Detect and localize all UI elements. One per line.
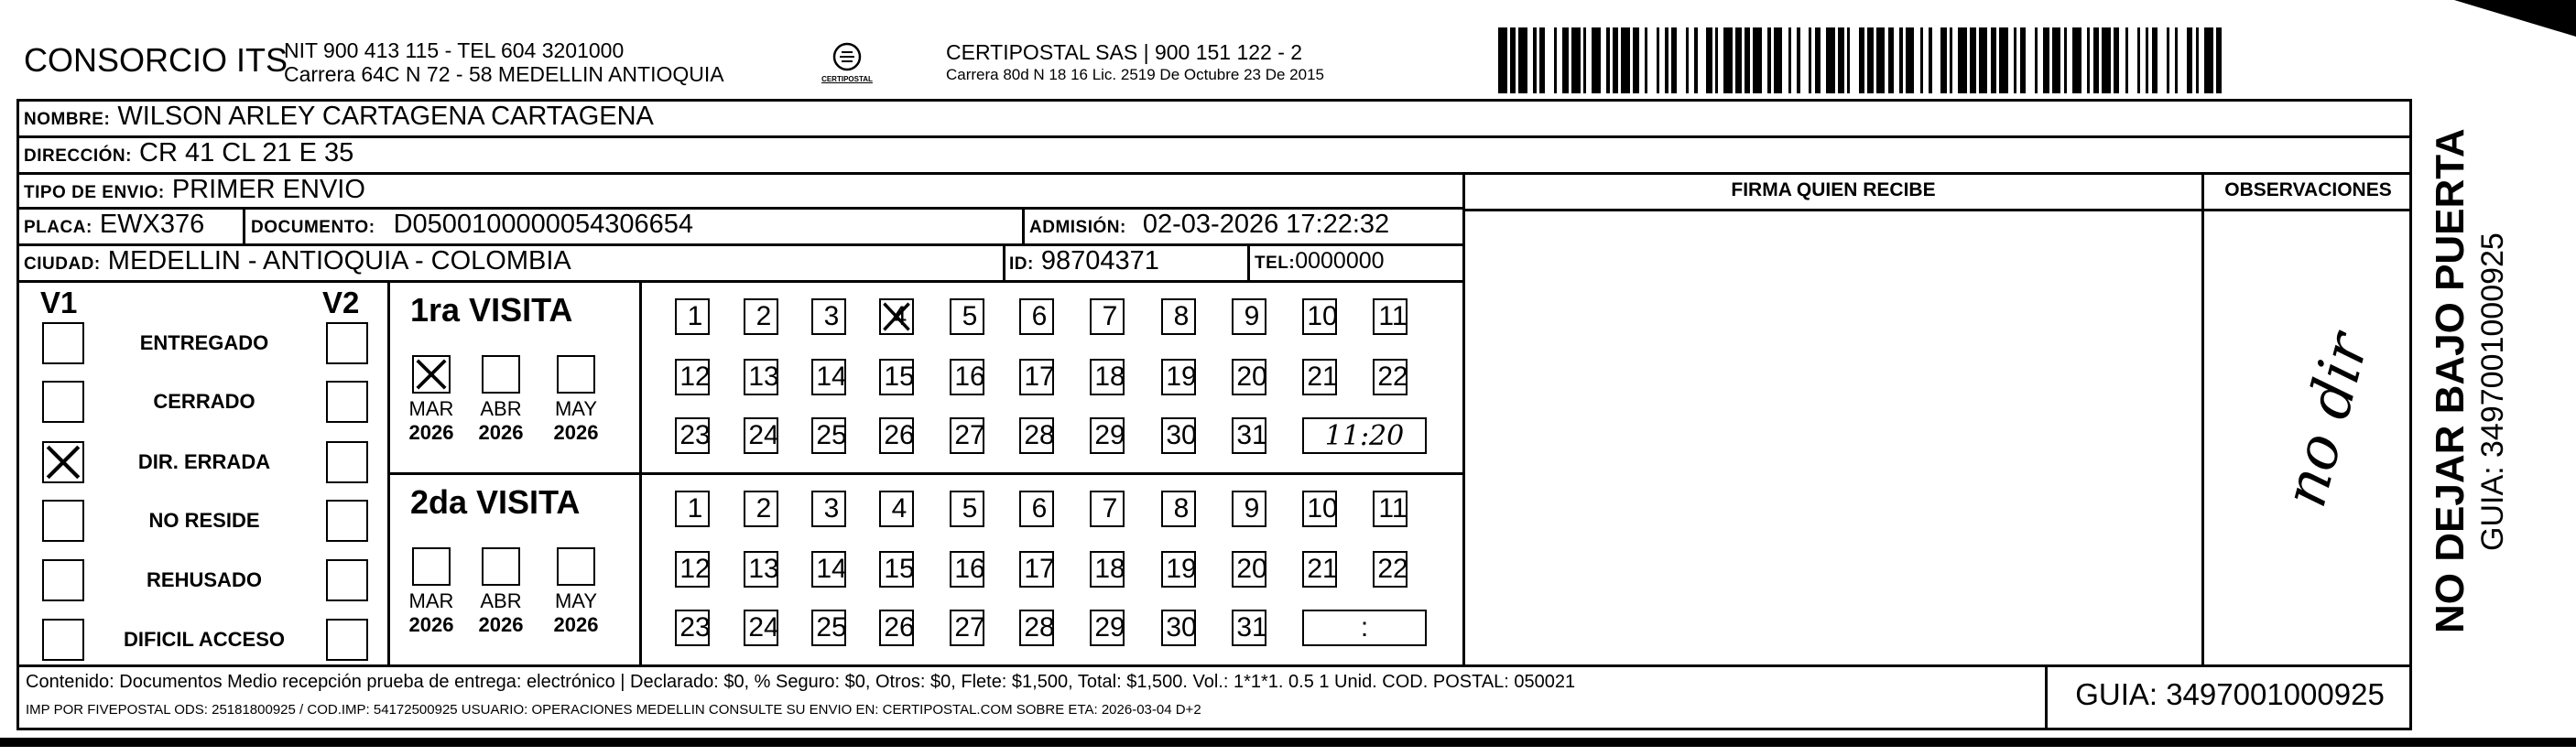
barcode-bar bbox=[1645, 27, 1647, 93]
barcode-bar bbox=[1533, 27, 1536, 93]
barcode-bar bbox=[1774, 27, 1783, 93]
day-checkbox[interactable] bbox=[1161, 551, 1196, 588]
day-number: 2 bbox=[755, 301, 772, 331]
barcode-bar bbox=[1809, 27, 1811, 93]
day-checkbox[interactable] bbox=[879, 610, 914, 646]
barcode-bar bbox=[2072, 27, 2081, 93]
day-number: 22 bbox=[1377, 362, 1408, 392]
placa-value: EWX376 bbox=[99, 210, 205, 239]
barcode-bar bbox=[1940, 27, 1946, 93]
day-number: 24 bbox=[748, 612, 779, 643]
tipo-value: PRIMER ENVIO bbox=[171, 175, 365, 204]
barcode-bar bbox=[2125, 27, 2128, 93]
barcode-bar bbox=[2146, 27, 2148, 93]
barcode-bar bbox=[1671, 27, 1677, 93]
side-guia: GUIA: 3497001000925 bbox=[2475, 232, 2510, 551]
barcode-bar bbox=[1991, 27, 1996, 93]
direccion-value: CR 41 CL 21 E 35 bbox=[139, 138, 354, 167]
status-label: DIFICIL ACCESO bbox=[123, 628, 285, 651]
day-number: 24 bbox=[748, 420, 779, 450]
day-number: 21 bbox=[1307, 554, 1338, 584]
barcode-bar bbox=[1958, 27, 1967, 93]
direccion-row bbox=[24, 138, 353, 168]
barcode-bar bbox=[1979, 27, 1988, 93]
day-checkbox[interactable] bbox=[1019, 417, 1054, 454]
day-checkbox[interactable] bbox=[744, 298, 778, 335]
barcode-bar bbox=[1583, 27, 1586, 93]
day-checkbox[interactable] bbox=[1090, 491, 1125, 527]
id-label: ID: bbox=[1009, 254, 1034, 274]
day-number: 18 bbox=[1094, 554, 1125, 584]
month-checkbox[interactable] bbox=[482, 355, 520, 394]
day-number: 29 bbox=[1094, 612, 1125, 643]
day-number: 23 bbox=[679, 420, 711, 450]
day-number: 1 bbox=[687, 301, 703, 331]
barcode-icon bbox=[1498, 27, 2225, 93]
day-number: 11 bbox=[1378, 493, 1408, 524]
barcode-bar bbox=[1899, 27, 1902, 93]
company-nit: NIT 900 413 115 - TEL 604 3201000 bbox=[284, 38, 625, 62]
time-value: 11:20 bbox=[1324, 419, 1405, 452]
barcode-bar bbox=[1797, 27, 1799, 93]
day-checkbox[interactable] bbox=[1232, 610, 1266, 646]
day-checkbox[interactable] bbox=[879, 417, 914, 454]
day-checkbox[interactable] bbox=[1161, 417, 1196, 454]
documento-row bbox=[251, 210, 693, 240]
v1-checkbox[interactable] bbox=[42, 619, 84, 661]
day-number: 15 bbox=[884, 554, 915, 584]
barcode-bar bbox=[1510, 27, 1516, 93]
day-number: 12 bbox=[679, 362, 711, 392]
barcode-bar bbox=[1606, 27, 1609, 93]
day-checkbox[interactable] bbox=[744, 610, 778, 646]
nombre-row bbox=[24, 102, 654, 132]
barcode-bar bbox=[2167, 27, 2169, 93]
v2-checkbox[interactable] bbox=[326, 441, 368, 483]
day-checkbox[interactable] bbox=[1161, 359, 1196, 395]
day-checkbox[interactable] bbox=[744, 491, 778, 527]
day-checkbox[interactable] bbox=[1232, 491, 1266, 527]
day-number: 10 bbox=[1307, 493, 1338, 524]
tipo-label: TIPO DE ENVIO: bbox=[24, 183, 165, 202]
v2-checkbox[interactable] bbox=[326, 619, 368, 661]
month-label: ABR bbox=[480, 589, 522, 612]
barcode-bar bbox=[2152, 27, 2158, 93]
tel-row bbox=[1255, 248, 1385, 275]
day-number: 22 bbox=[1377, 554, 1408, 584]
nombre-label: NOMBRE: bbox=[24, 110, 111, 129]
ciudad-label: CIUDAD: bbox=[24, 254, 101, 274]
v1-checkbox[interactable] bbox=[42, 559, 84, 601]
barcode-bar bbox=[1715, 27, 1718, 93]
barcode-bar bbox=[1838, 27, 1843, 93]
v1-checkbox[interactable] bbox=[42, 441, 84, 483]
status-label: NO RESIDE bbox=[148, 509, 260, 532]
day-number: 19 bbox=[1166, 554, 1197, 584]
barcode-bar bbox=[1920, 27, 1923, 93]
day-number: 20 bbox=[1236, 554, 1267, 584]
page-edge-icon bbox=[2454, 0, 2576, 55]
day-checkbox[interactable] bbox=[1019, 298, 1054, 335]
day-checkbox[interactable] bbox=[675, 491, 710, 527]
barcode-bar bbox=[1592, 27, 1601, 93]
visit-title: 2da VISITA bbox=[410, 483, 581, 521]
barcode-bar bbox=[2175, 27, 2178, 93]
day-mark-icon bbox=[881, 300, 912, 333]
month-year: 2026 bbox=[478, 421, 524, 444]
day-checkbox[interactable] bbox=[1302, 298, 1337, 335]
v2-header: V2 bbox=[322, 286, 360, 319]
barcode-bar bbox=[1706, 27, 1712, 93]
day-checkbox[interactable] bbox=[950, 298, 984, 335]
day-number: 14 bbox=[816, 554, 847, 584]
time-value: : bbox=[1360, 612, 1369, 643]
barcode-bar bbox=[2114, 27, 2119, 93]
day-number: 7 bbox=[1102, 301, 1118, 331]
barcode-bar bbox=[1518, 27, 1527, 93]
month-label: MAY bbox=[554, 589, 598, 612]
day-number: 30 bbox=[1166, 420, 1197, 450]
day-number: 2 bbox=[755, 493, 772, 524]
day-checkbox[interactable] bbox=[879, 551, 914, 588]
day-checkbox[interactable] bbox=[879, 298, 914, 335]
day-number: 27 bbox=[954, 420, 985, 450]
day-checkbox[interactable] bbox=[675, 551, 710, 588]
admision-label: ADMISIÓN: bbox=[1029, 218, 1126, 237]
day-number: 26 bbox=[884, 420, 915, 450]
barcode-bar bbox=[1999, 27, 2008, 93]
day-checkbox[interactable] bbox=[811, 610, 846, 646]
v1-checkbox[interactable] bbox=[42, 381, 84, 423]
direccion-label: DIRECCIÓN: bbox=[24, 146, 132, 166]
barcode-bar bbox=[1970, 27, 1975, 93]
day-number: 5 bbox=[962, 301, 978, 331]
day-checkbox[interactable] bbox=[1090, 610, 1125, 646]
barcode-bar bbox=[1788, 27, 1791, 93]
day-number: 8 bbox=[1173, 493, 1190, 524]
day-number: 13 bbox=[748, 362, 779, 392]
day-number: 14 bbox=[816, 362, 847, 392]
tel-value: 0000000 bbox=[1295, 248, 1385, 274]
barcode-bar bbox=[2216, 27, 2222, 93]
id-value: 98704371 bbox=[1040, 246, 1159, 275]
barcode-bar bbox=[1867, 27, 1873, 93]
barcode-bar bbox=[1633, 27, 1638, 93]
day-number: 5 bbox=[962, 493, 978, 524]
day-checkbox[interactable] bbox=[811, 417, 846, 454]
v2-checkbox[interactable] bbox=[326, 322, 368, 364]
month-label: MAY bbox=[554, 397, 598, 420]
day-checkbox[interactable] bbox=[744, 417, 778, 454]
day-checkbox[interactable] bbox=[1302, 491, 1337, 527]
barcode-bar bbox=[1735, 27, 1741, 93]
day-checkbox[interactable] bbox=[1019, 491, 1054, 527]
day-checkbox[interactable] bbox=[1019, 359, 1054, 395]
barcode-bar bbox=[2187, 27, 2192, 93]
day-checkbox[interactable] bbox=[1302, 551, 1337, 588]
barcode-bar bbox=[1621, 27, 1630, 93]
day-checkbox[interactable] bbox=[811, 359, 846, 395]
day-number: 11 bbox=[1378, 301, 1408, 331]
day-checkbox[interactable] bbox=[811, 551, 846, 588]
footer-contenido: Contenido: Documentos Medio recepción prueba de entrega: electrónico | Declarado: $0, % Seguro: $0, Otros: $0, Flete: $1,500, Total: $1,500. Vol.: 1*1*1. 0.5 1 Unid. COD. POSTAL: 050021 bbox=[26, 672, 1576, 692]
certipostal-logo bbox=[815, 37, 879, 92]
barcode-bar bbox=[1723, 27, 1733, 93]
day-checkbox[interactable] bbox=[675, 610, 710, 646]
observaciones-handwriting: no dir bbox=[2271, 326, 2383, 514]
day-checkbox[interactable] bbox=[950, 359, 984, 395]
barcode-bar bbox=[1657, 27, 1659, 93]
day-number: 16 bbox=[954, 362, 985, 392]
day-checkbox[interactable] bbox=[744, 551, 778, 588]
day-number: 10 bbox=[1307, 301, 1338, 331]
time-field[interactable] bbox=[1302, 610, 1427, 646]
barcode-bar bbox=[1745, 27, 1750, 93]
month-checkbox[interactable] bbox=[557, 355, 595, 394]
month-year: 2026 bbox=[553, 421, 599, 444]
month-label: MAR bbox=[408, 397, 454, 420]
placa-label: PLACA: bbox=[24, 218, 92, 237]
barcode-bar bbox=[1888, 27, 1894, 93]
day-number: 16 bbox=[954, 554, 985, 584]
barcode-bar bbox=[1694, 27, 1697, 93]
month-checkbox[interactable] bbox=[412, 355, 451, 394]
day-number: 31 bbox=[1236, 612, 1267, 643]
day-number: 8 bbox=[1173, 301, 1190, 331]
month-checkbox[interactable] bbox=[557, 547, 595, 586]
id-row bbox=[1009, 246, 1159, 276]
day-checkbox[interactable] bbox=[744, 359, 778, 395]
barcode-bar bbox=[2052, 27, 2061, 93]
day-checkbox[interactable] bbox=[1090, 417, 1125, 454]
day-checkbox[interactable] bbox=[675, 417, 710, 454]
barcode-bar bbox=[1826, 27, 1835, 93]
barcode-bar bbox=[1613, 27, 1618, 93]
company-name: CONSORCIO ITS bbox=[24, 41, 288, 79]
barcode-bar bbox=[1815, 27, 1821, 93]
day-number: 3 bbox=[823, 493, 840, 524]
day-checkbox[interactable] bbox=[1161, 298, 1196, 335]
barcode-bar bbox=[1554, 27, 1557, 93]
day-number: 28 bbox=[1024, 420, 1055, 450]
ciudad-value: MEDELLIN - ANTIOQUIA - COLOMBIA bbox=[107, 246, 571, 275]
tipo-row bbox=[24, 175, 365, 205]
month-label: MAR bbox=[408, 589, 454, 612]
day-number: 13 bbox=[748, 554, 779, 584]
day-number: 21 bbox=[1307, 362, 1338, 392]
day-checkbox[interactable] bbox=[1232, 359, 1266, 395]
day-number: 9 bbox=[1244, 301, 1260, 331]
day-number: 31 bbox=[1236, 420, 1267, 450]
month-year: 2026 bbox=[408, 613, 454, 636]
barcode-bar bbox=[1571, 27, 1581, 93]
day-checkbox[interactable] bbox=[1090, 359, 1125, 395]
day-checkbox[interactable] bbox=[1161, 491, 1196, 527]
day-checkbox[interactable] bbox=[1302, 359, 1337, 395]
firma-header: FIRMA QUIEN RECIBE bbox=[1731, 179, 1936, 200]
day-checkbox[interactable] bbox=[675, 359, 710, 395]
barcode-bar bbox=[1950, 27, 1952, 93]
barcode-bar bbox=[1767, 27, 1770, 93]
day-number: 30 bbox=[1166, 612, 1197, 643]
barcode-bar bbox=[2137, 27, 2140, 93]
month-checkbox[interactable] bbox=[482, 547, 520, 586]
barcode-bar bbox=[1906, 27, 1915, 93]
day-number: 26 bbox=[884, 612, 915, 643]
v1-checkbox[interactable] bbox=[42, 500, 84, 542]
footer-guia-box: GUIA: 3497001000925 bbox=[2075, 677, 2385, 711]
day-checkbox[interactable] bbox=[1373, 298, 1408, 335]
day-number: 20 bbox=[1236, 362, 1267, 392]
footer-imp: IMP POR FIVEPOSTAL ODS: 25181800925 / COD.IMP: 54172500925 USUARIO: OPERACIONES MEDELLIN CONSULTE SU ENVIO EN: CERTIPOSTAL.COM SOBRE ETA: 2026-03-04 D+2 bbox=[26, 702, 1201, 718]
day-number: 25 bbox=[816, 612, 847, 643]
visit-title: 1ra VISITA bbox=[410, 291, 573, 329]
v2-checkbox[interactable] bbox=[326, 381, 368, 423]
barcode-bar bbox=[1753, 27, 1762, 93]
day-number: 19 bbox=[1166, 362, 1197, 392]
day-number: 25 bbox=[816, 420, 847, 450]
barcode-bar bbox=[2014, 27, 2016, 93]
barcode-bar bbox=[2093, 27, 2099, 93]
day-checkbox[interactable] bbox=[811, 491, 846, 527]
status-label: ENTREGADO bbox=[139, 331, 269, 354]
documento-value: D0500100000054306654 bbox=[393, 210, 693, 239]
barcode-bar bbox=[1847, 27, 1850, 93]
barcode-bar bbox=[2102, 27, 2111, 93]
ciudad-row bbox=[24, 246, 571, 276]
status-label: CERRADO bbox=[153, 390, 255, 413]
day-checkbox[interactable] bbox=[1019, 610, 1054, 646]
day-number: 18 bbox=[1094, 362, 1125, 392]
day-checkbox[interactable] bbox=[675, 298, 710, 335]
day-checkbox[interactable] bbox=[1232, 298, 1266, 335]
barcode-bar bbox=[1562, 27, 1568, 93]
barcode-bar bbox=[2064, 27, 2067, 93]
tel-label: TEL: bbox=[1255, 254, 1296, 273]
barcode-bar bbox=[2204, 27, 2213, 93]
firma-area[interactable] bbox=[1465, 211, 2200, 664]
day-checkbox[interactable] bbox=[1373, 491, 1408, 527]
certipostal-info: CERTIPOSTAL SAS | 900 151 122 - 2 bbox=[946, 40, 1303, 64]
day-checkbox[interactable] bbox=[1161, 610, 1196, 646]
v1-header: V1 bbox=[40, 286, 78, 319]
placa-row bbox=[24, 210, 204, 240]
barcode-bar bbox=[2043, 27, 2049, 93]
day-checkbox[interactable] bbox=[1090, 298, 1125, 335]
barcode-bar bbox=[2035, 27, 2038, 93]
company-address: Carrera 64C N 72 - 58 MEDELLIN ANTIOQUIA bbox=[284, 62, 724, 86]
status-label: REHUSADO bbox=[147, 568, 262, 591]
barcode-bar bbox=[1876, 27, 1886, 93]
status-label: DIR. ERRADA bbox=[137, 450, 271, 473]
day-number: 29 bbox=[1094, 420, 1125, 450]
day-checkbox[interactable] bbox=[1373, 359, 1408, 395]
month-year: 2026 bbox=[478, 613, 524, 636]
day-number: 3 bbox=[823, 301, 840, 331]
day-checkbox[interactable] bbox=[950, 417, 984, 454]
barcode-bar bbox=[1498, 27, 1507, 93]
admision-value: 02-03-2026 17:22:32 bbox=[1142, 210, 1390, 239]
day-checkbox[interactable] bbox=[1019, 551, 1054, 588]
month-year: 2026 bbox=[553, 613, 599, 636]
day-number: 17 bbox=[1024, 362, 1055, 392]
day-checkbox[interactable] bbox=[950, 610, 984, 646]
logo-text: CERTIPOSTAL bbox=[821, 75, 873, 83]
barcode-bar bbox=[1539, 27, 1545, 93]
observaciones-header: OBSERVACIONES bbox=[2224, 179, 2392, 200]
v2-checkbox[interactable] bbox=[326, 500, 368, 542]
day-number: 6 bbox=[1031, 301, 1048, 331]
day-checkbox[interactable] bbox=[1232, 417, 1266, 454]
month-year: 2026 bbox=[408, 421, 454, 444]
nombre-value: WILSON ARLEY CARTAGENA CARTAGENA bbox=[117, 102, 654, 131]
day-checkbox[interactable] bbox=[950, 491, 984, 527]
day-number: 17 bbox=[1024, 554, 1055, 584]
day-number: 4 bbox=[891, 493, 908, 524]
day-number: 9 bbox=[1244, 493, 1260, 524]
documento-label: DOCUMENTO: bbox=[251, 218, 375, 237]
day-checkbox[interactable] bbox=[1232, 551, 1266, 588]
barcode-bar bbox=[2087, 27, 2090, 93]
day-checkbox[interactable] bbox=[950, 551, 984, 588]
day-checkbox[interactable] bbox=[879, 359, 914, 395]
barcode-bar bbox=[2020, 27, 2026, 93]
day-checkbox[interactable] bbox=[1090, 551, 1125, 588]
admision-row bbox=[1029, 210, 1389, 240]
v2-checkbox[interactable] bbox=[326, 559, 368, 601]
time-field[interactable] bbox=[1302, 417, 1427, 454]
day-checkbox[interactable] bbox=[811, 298, 846, 335]
barcode-bar bbox=[1859, 27, 1864, 93]
day-number: 7 bbox=[1102, 493, 1118, 524]
barcode-bar bbox=[2196, 27, 2199, 93]
day-number: 15 bbox=[884, 362, 915, 392]
barcode-bar bbox=[1929, 27, 1931, 93]
day-number: 1 bbox=[687, 493, 703, 524]
day-checkbox[interactable] bbox=[1373, 551, 1408, 588]
side-warning: NO DEJAR BAJO PUERTA bbox=[2428, 128, 2473, 633]
day-number: 23 bbox=[679, 612, 711, 643]
v1-checkbox[interactable] bbox=[42, 322, 84, 364]
day-number: 12 bbox=[679, 554, 711, 584]
day-number: 6 bbox=[1031, 493, 1048, 524]
barcode-bar bbox=[1686, 27, 1689, 93]
month-label: ABR bbox=[480, 397, 522, 420]
month-checkbox[interactable] bbox=[412, 547, 451, 586]
day-checkbox[interactable] bbox=[879, 491, 914, 527]
page-bottom-edge bbox=[0, 738, 2576, 747]
day-number: 28 bbox=[1024, 612, 1055, 643]
day-number: 27 bbox=[954, 612, 985, 643]
day-number: 4 bbox=[891, 301, 908, 331]
barcode-bar bbox=[1665, 27, 1668, 93]
certipostal-license: Carrera 80d N 18 16 Lic. 2519 De Octubre 23 De 2015 bbox=[946, 66, 1324, 83]
